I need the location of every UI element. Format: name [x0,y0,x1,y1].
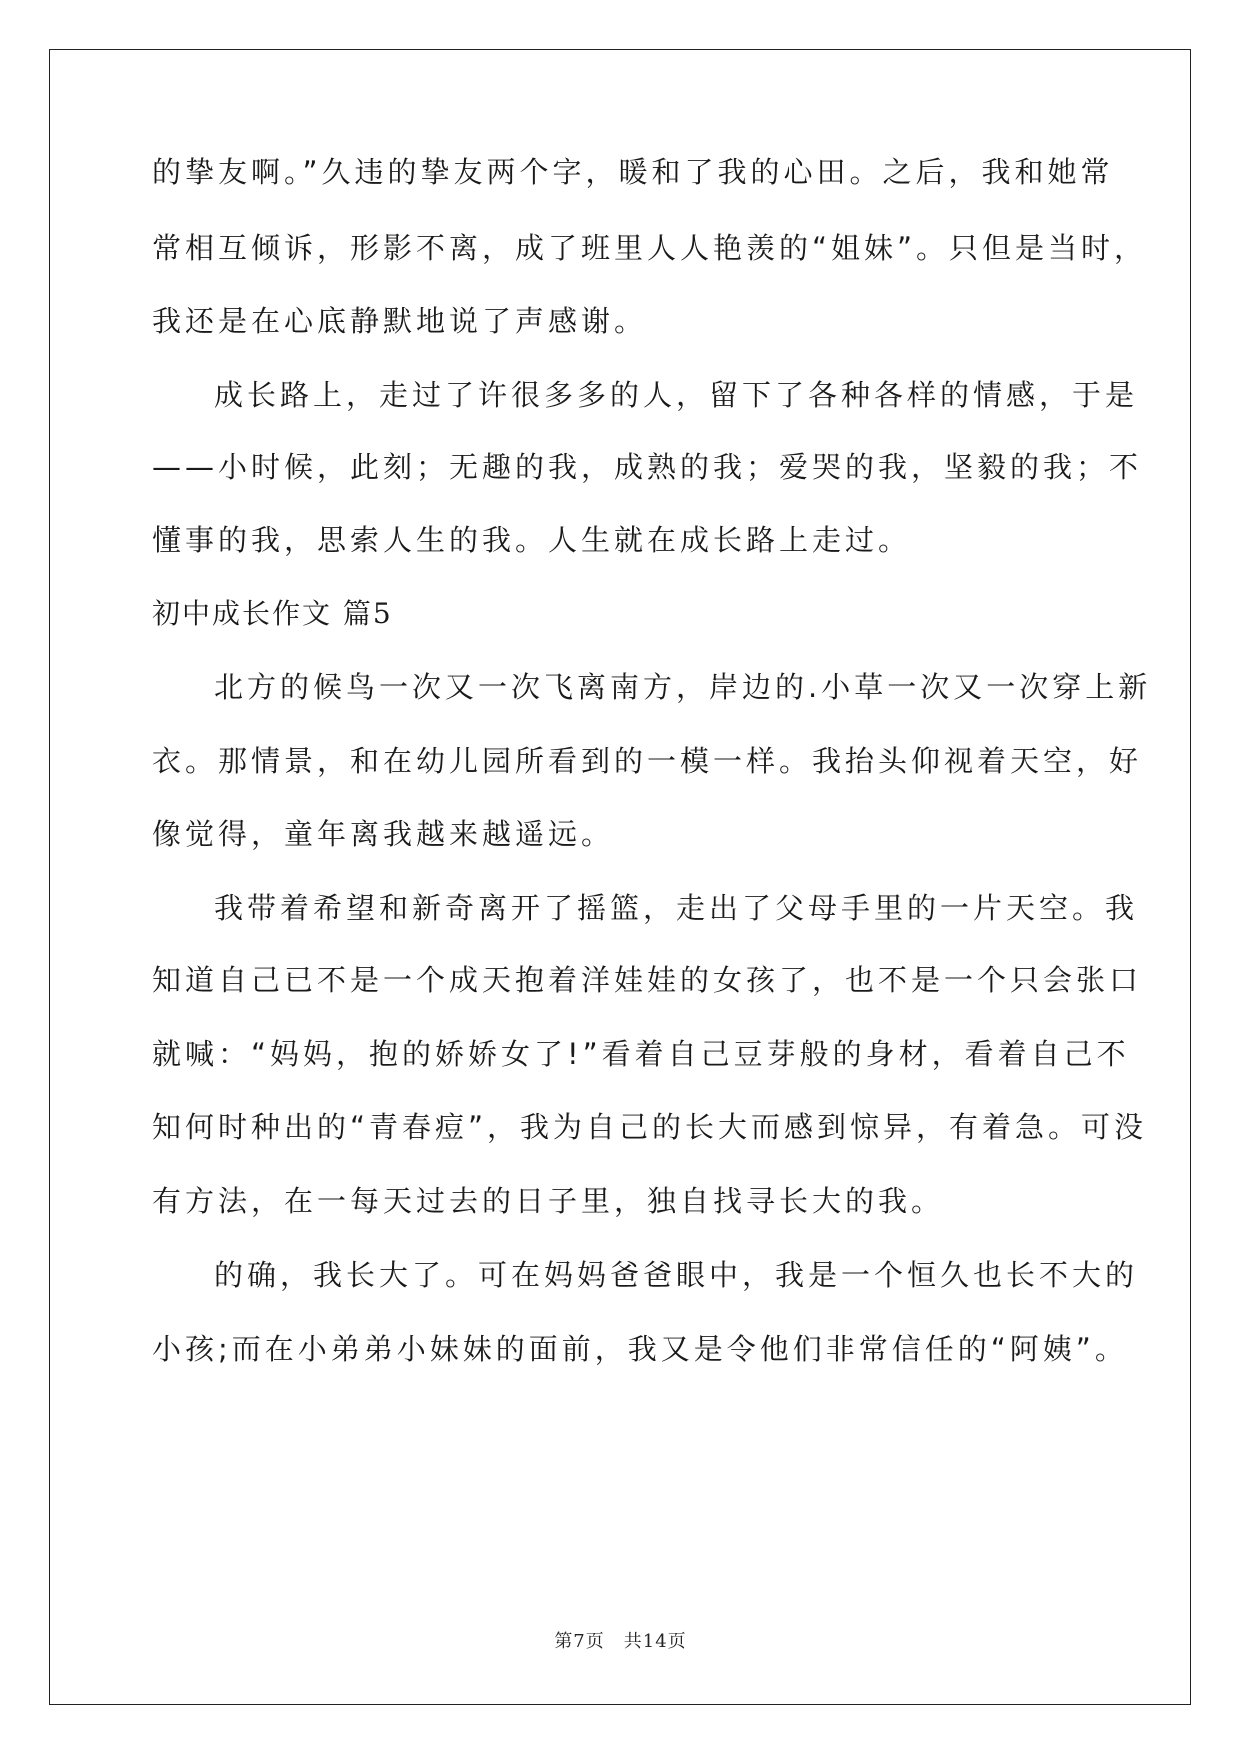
text-line: 像觉得，童年离我越来越遥远。 [152,817,615,851]
page-border [49,49,1191,1705]
text-line: 就喊：“妈妈，抱的娇娇女了!”看着自己豆芽般的身材，看着自己不 [152,1037,1130,1071]
text-line: 的挚友啊。”久违的挚友两个字，暖和了我的心田。之后，我和她常 [152,155,1114,189]
page-number: 第7页 共14页 [554,1631,687,1652]
text-line: 懂事的我，思索人生的我。人生就在成长路上走过。 [152,523,912,557]
text-line: 成长路上，走过了许很多多的人，留下了各种各样的情感，于是 [214,378,1139,412]
text-line: 知道自己已不是一个成天抱着洋娃娃的女孩了，也不是一个只会张口 [152,963,1143,997]
text-line: 小孩;而在小弟弟小妹妹的面前，我又是令他们非常信任的“阿姨”。 [152,1332,1128,1366]
text-line: 我带着希望和新奇离开了摇篮，走出了父母手里的一片天空。我 [214,891,1139,925]
text-line: 常相互倾诉，形影不离，成了班里人人艳羡的“姐妹”。只但是当时， [152,231,1148,265]
text-line: 我还是在心底静默地说了声感谢。 [152,304,648,338]
section-heading: 初中成长作文 篇5 [152,597,393,630]
text-line: ——小时候，此刻；无趣的我，成熟的我；爱哭的我，坚毅的我；不 [152,450,1143,484]
text-line: 衣。那情景，和在幼儿园所看到的一模一样。我抬头仰视着天空，好 [152,744,1143,778]
text-line: 知何时种出的“青春痘”，我为自己的长大而感到惊异，有着急。可没 [152,1110,1148,1144]
text-line: 有方法，在一每天过去的日子里，独自找寻长大的我。 [152,1184,945,1218]
text-line: 北方的候鸟一次又一次飞离南方，岸边的.小草一次又一次穿上新 [214,670,1152,704]
text-line: 的确，我长大了。可在妈妈爸爸眼中，我是一个恒久也长不大的 [214,1258,1139,1292]
